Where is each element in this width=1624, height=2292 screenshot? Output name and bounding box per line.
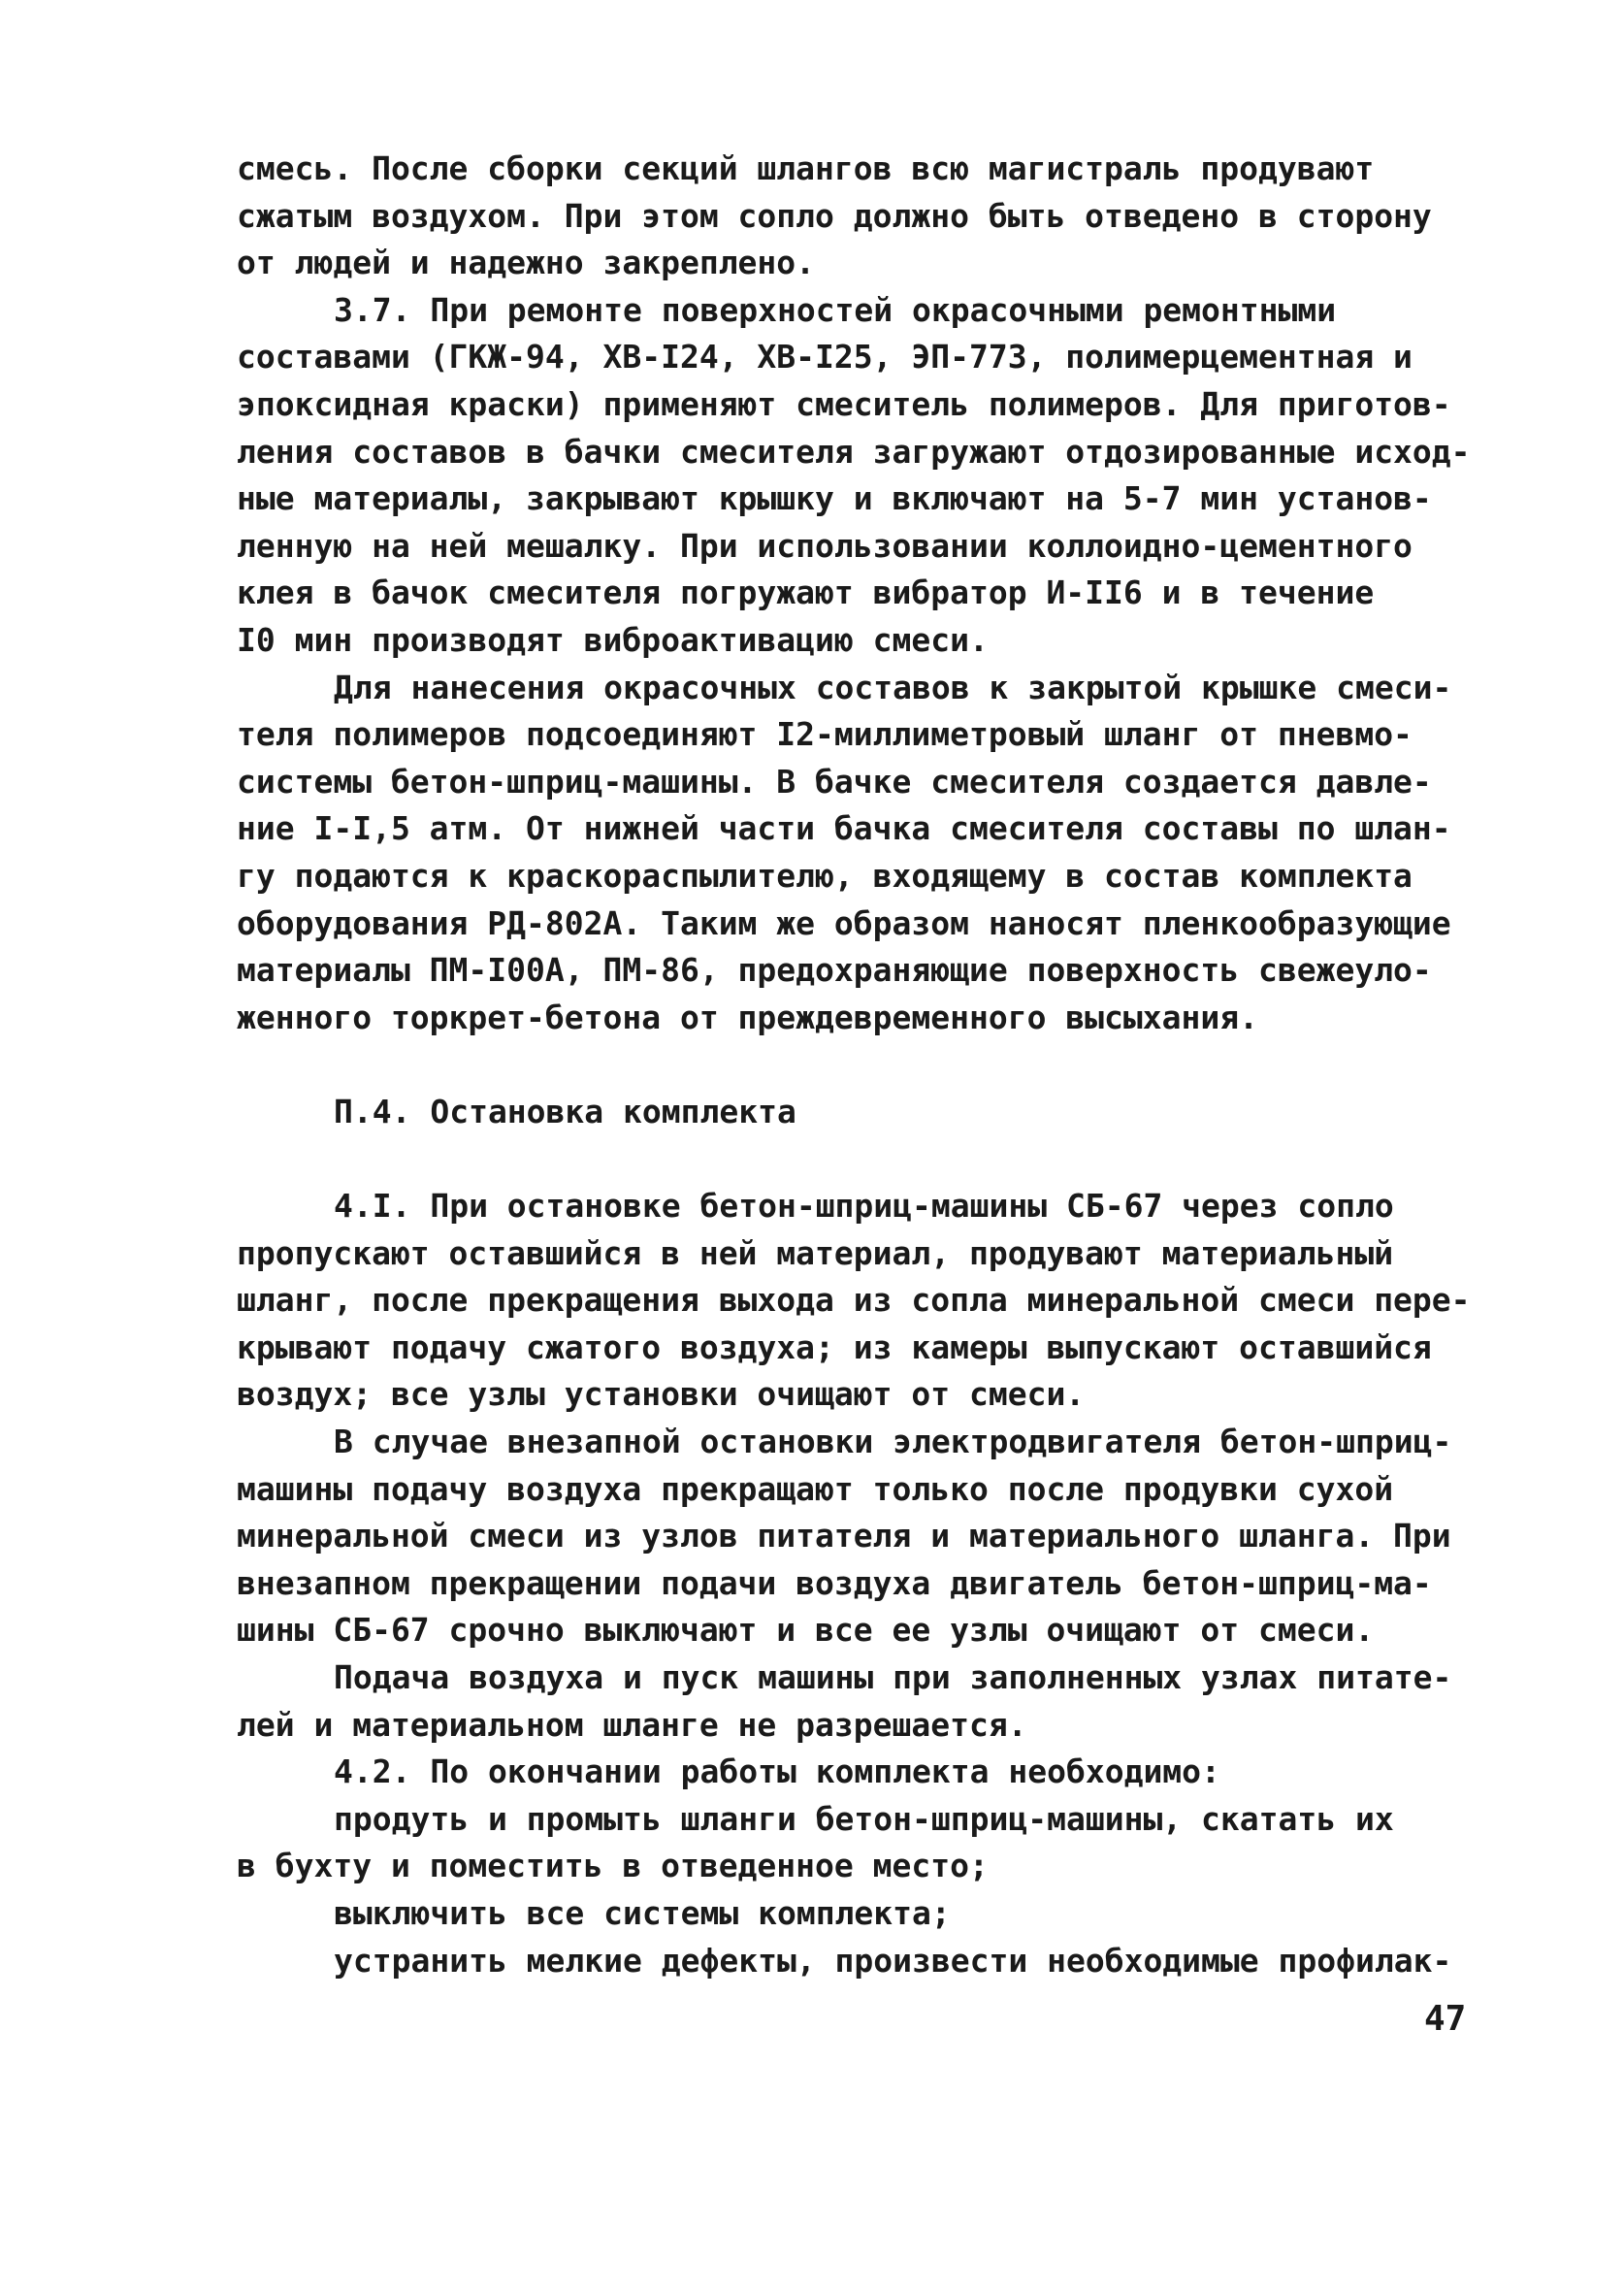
text-line: выключить все системы комплекта; <box>334 1893 951 1932</box>
text-line: ные материалы, закрывают крышку и включают на 5-7 мин установ- <box>237 479 1432 518</box>
text-line: внезапном прекращении подачи воздуха двигатель бетон-шприц-ма- <box>237 1563 1432 1602</box>
text-line: смесь. После сборки секций шлангов всю магистраль продувают <box>237 149 1375 187</box>
text-line: 4.2. По окончании работы комплекта необходимо: <box>334 1752 1220 1791</box>
text-line: Для нанесения окрасочных составов к закрытой крышке смеси- <box>334 668 1452 706</box>
text-line: шины СБ-67 срочно выключают и все ее узлы очищают от смеси. <box>237 1611 1375 1650</box>
text-line: 3.7. При ремонте поверхностей окрасочными ремонтными <box>334 290 1337 329</box>
text-line: устранить мелкие дефекты, произвести необходимые профилак- <box>334 1941 1452 1980</box>
text-line: 4.I. При остановке бетон-шприц-машины СБ-67 через сопло <box>334 1187 1394 1226</box>
text-line: гу подаются к краскораспылителю, входящему в состав комплекта <box>237 856 1413 895</box>
text-line: лей и материальном шланге не разрешается. <box>237 1705 1027 1744</box>
text-line: воздух; все узлы установки очищают от смеси. <box>237 1375 1086 1414</box>
text-line: оборудования РД-802А. Таким же образом наносят пленкообразующие <box>237 903 1451 942</box>
text-line: от людей и надежно закреплено. <box>237 244 816 282</box>
body-text <box>237 146 1498 1984</box>
text-line: ленную на ней мешалку. При использовании коллоидно-цементного <box>237 526 1413 565</box>
text-line: I0 мин производят виброактивацию смеси. <box>237 620 989 659</box>
text-line: шланг, после прекращения выхода из сопла минеральной смеси пере- <box>237 1281 1471 1320</box>
text-line: ние I-I,5 атм. От нижней части бачка смесителя составы по шлан- <box>237 809 1451 848</box>
text-line: сжатым воздухом. При этом сопло должно быть отведено в сторону <box>237 196 1432 235</box>
text-line: В случае внезапной остановки электродвигателя бетон-шприц- <box>334 1423 1452 1461</box>
text-line: в бухту и поместить в отведенное место; <box>237 1847 989 1885</box>
text-line: женного торкрет-бетона от преждевременного высыхания. <box>237 998 1258 1036</box>
text-line: эпоксидная краски) применяют смеситель полимеров. Для приготов- <box>237 384 1451 423</box>
page-number: 47 <box>1424 1999 1467 2039</box>
text-line: ления составов в бачки смесителя загружают отдозированные исход- <box>237 432 1471 471</box>
text-line: П.4. Остановка комплекта <box>334 1092 796 1130</box>
text-line: Подача воздуха и пуск машины при заполненных узлах питате- <box>334 1658 1452 1696</box>
blank-line <box>237 1041 1498 1089</box>
text-line: минеральной смеси из узлов питателя и материального шланга. При <box>237 1517 1451 1555</box>
text-line: системы бетон-шприц-машины. В бачке смесителя создается давле- <box>237 762 1432 801</box>
text-line: материалы ПМ-I00А, ПМ-86, предохраняющие поверхность свежеуло- <box>237 951 1432 990</box>
text-line: продуть и промыть шланги бетон-шприц-машины, скатать их <box>334 1799 1394 1838</box>
text-line: машины подачу воздуха прекращают только после продувки сухой <box>237 1469 1394 1508</box>
text-line: пропускают оставшийся в ней материал, продувают материальный <box>237 1233 1394 1272</box>
blank-line <box>237 1135 1498 1183</box>
text-line: клея в бачок смесителя погружают вибратор И-II6 и в течение <box>237 573 1375 612</box>
text-line: составами (ГКЖ-94, ХВ-I24, ХВ-I25, ЭП-773, полимерцементная и <box>237 338 1413 377</box>
text-line: крывают подачу сжатого воздуха; из камеры выпускают оставшийся <box>237 1327 1432 1366</box>
text-line: теля полимеров подсоединяют I2-миллиметровый шланг от пневмо- <box>237 715 1413 754</box>
